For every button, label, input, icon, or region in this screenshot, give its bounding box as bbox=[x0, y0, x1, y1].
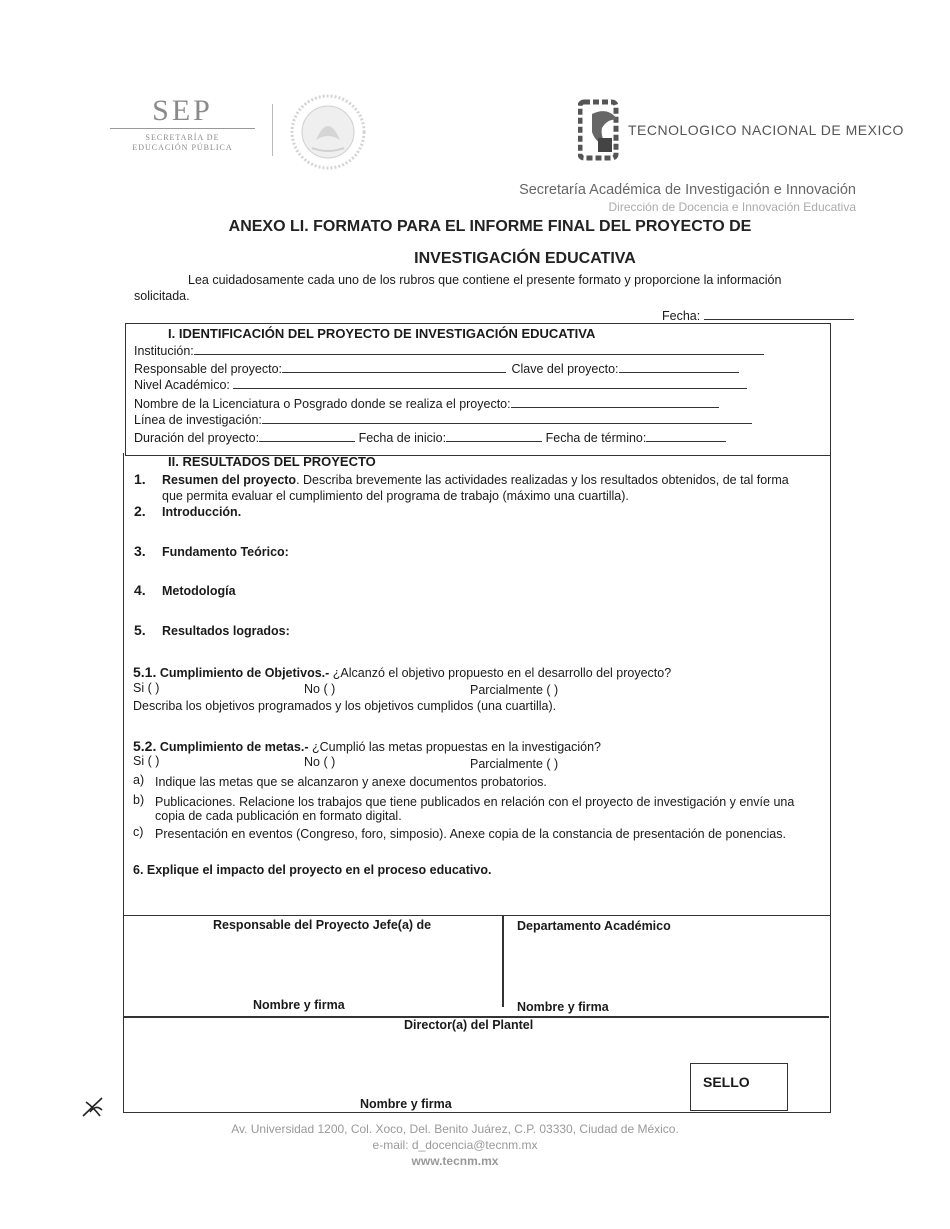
responsable-field[interactable] bbox=[134, 360, 739, 376]
s52-number: 5.2. bbox=[133, 738, 157, 754]
s52-heading bbox=[133, 738, 601, 754]
s51-title: Cumplimiento de Objetivos.- bbox=[159, 666, 330, 680]
s52-no[interactable]: No ( ) bbox=[304, 755, 336, 769]
sep-logo-line2: EDUCACIÓN PÚBLICA bbox=[132, 143, 233, 152]
s51-heading bbox=[133, 664, 671, 680]
s52-a-text: Indique las metas que se alcanzaron y anexe documentos probatorios. bbox=[155, 775, 547, 789]
s51-no[interactable]: No ( ) bbox=[304, 682, 336, 696]
s52-c-label: c) bbox=[133, 825, 144, 839]
s51-si[interactable]: Si ( ) bbox=[133, 681, 160, 695]
s52-title: Cumplimiento de metas.- bbox=[159, 740, 309, 754]
s52-parcial[interactable]: Parcialmente ( ) bbox=[470, 757, 559, 771]
institucion-blank[interactable] bbox=[194, 342, 764, 355]
item1-text: . Describa brevemente las actividades realizadas y los resultados obtenidos, de tal forma bbox=[296, 473, 789, 487]
licenciatura-blank[interactable] bbox=[511, 395, 719, 408]
sep-logo-line1: SECRETARÍA DE bbox=[145, 133, 220, 142]
item3-title: Fundamento Teórico: bbox=[162, 545, 289, 559]
director-label: Director(a) del Plantel bbox=[404, 1018, 534, 1032]
s52-a-label: a) bbox=[133, 773, 145, 787]
item4-title: Metodología bbox=[162, 584, 236, 598]
nivel-blank[interactable] bbox=[233, 376, 747, 389]
linea-blank[interactable] bbox=[262, 411, 752, 424]
document-title-line1: ANEXO LI. FORMATO PARA EL INFORME FINAL DEL PROYECTO DE bbox=[228, 218, 752, 235]
duracion-field[interactable] bbox=[134, 429, 726, 445]
s51-text: ¿Alcanzó el objetivo propuesto en el desarrollo del proyecto? bbox=[329, 666, 672, 680]
duracion-blank[interactable] bbox=[259, 429, 355, 442]
intro-text-line2: solicitada. bbox=[134, 289, 190, 303]
clave-blank[interactable] bbox=[619, 360, 739, 373]
section2-heading: II. RESULTADOS DEL PROYECTO bbox=[168, 454, 376, 469]
s52-text: ¿Cumplió las metas propuestas en la investigación? bbox=[308, 740, 601, 754]
linea-label: Línea de investigación: bbox=[134, 413, 262, 427]
s51-number: 5.1. bbox=[133, 664, 157, 680]
fecha-label: Fecha: bbox=[662, 309, 701, 323]
item4-number: 4. bbox=[134, 582, 146, 598]
footer-web[interactable]: www.tecnm.mx bbox=[411, 1154, 499, 1168]
responsable-label: Responsable del proyecto: bbox=[134, 362, 283, 376]
intro-text-line1: Lea cuidadosamente cada uno de los rubros que contiene el presente formato y proporcione la información bbox=[188, 273, 782, 287]
nombre-firma-right[interactable]: Nombre y firma bbox=[517, 1000, 609, 1014]
fecha-blank[interactable] bbox=[704, 307, 854, 320]
item2-title: Introducción. bbox=[162, 505, 242, 519]
s52-b-text: Publicaciones. Relacione los trabajos que tiene publicados en relación con el proyecto de investigación y envíe una bbox=[155, 795, 795, 809]
handwritten-mark-icon bbox=[80, 1094, 106, 1120]
s51-parcial[interactable]: Parcialmente ( ) bbox=[470, 683, 559, 697]
linea-field[interactable] bbox=[134, 411, 752, 427]
institucion-label: Institución: bbox=[134, 344, 194, 358]
nivel-field[interactable] bbox=[134, 376, 747, 392]
sep-logo bbox=[110, 96, 255, 166]
item1-line1 bbox=[162, 473, 789, 487]
item2-number: 2. bbox=[134, 503, 146, 519]
s52-b-text2: copia de cada publicación en formato digital. bbox=[155, 809, 402, 823]
sello-box[interactable] bbox=[690, 1063, 788, 1111]
secretaria-label: Secretaría Académica de Investigación e Innovación bbox=[519, 182, 856, 198]
s52-c-text: Presentación en eventos (Congreso, foro, simposio). Anexe copia de la constancia de presentación de ponencias. bbox=[155, 827, 786, 841]
termino-blank[interactable] bbox=[646, 429, 726, 442]
item3-number: 3. bbox=[134, 543, 146, 559]
nombre-firma-left[interactable]: Nombre y firma bbox=[253, 998, 345, 1012]
item5-title: Resultados logrados: bbox=[162, 624, 290, 638]
item1-title: Resumen del proyecto bbox=[162, 473, 297, 487]
termino-label: Fecha de término: bbox=[545, 431, 647, 445]
sep-logo-rule bbox=[110, 128, 255, 129]
s6-heading: 6. Explique el impacto del proyecto en el proceso educativo. bbox=[133, 863, 492, 877]
section1-heading: I. IDENTIFICACIÓN DEL PROYECTO DE INVESTIGACIÓN EDUCATIVA bbox=[168, 326, 596, 341]
tecnm-gear-logo bbox=[578, 98, 626, 162]
coat-of-arms-seal bbox=[288, 92, 368, 172]
signature-divider-vertical bbox=[502, 915, 504, 1007]
direccion-label: Dirección de Docencia e Innovación Educativa bbox=[608, 200, 856, 214]
sello-label: SELLO bbox=[703, 1074, 750, 1090]
licenciatura-label: Nombre de la Licenciatura o Posgrado donde se realiza el proyecto: bbox=[134, 397, 511, 411]
footer-email[interactable]: e-mail: d_docencia@tecnm.mx bbox=[372, 1138, 538, 1152]
s51-describe: Describa los objetivos programados y los objetivos cumplidos (una cuartilla). bbox=[133, 699, 557, 713]
responsable-blank[interactable] bbox=[282, 360, 506, 373]
clave-label: Clave del proyecto: bbox=[511, 362, 619, 376]
sep-logo-text: SEP bbox=[152, 94, 213, 127]
item1-number: 1. bbox=[134, 471, 146, 487]
item1-text2: que permita evaluar el cumplimiento del programa de trabajo (máximo una cuartilla). bbox=[162, 489, 629, 503]
licenciatura-field[interactable] bbox=[134, 395, 719, 411]
inicio-label: Fecha de inicio: bbox=[358, 431, 447, 445]
responsable-signature-label: Responsable del Proyecto Jefe(a) de bbox=[213, 918, 432, 932]
inicio-blank[interactable] bbox=[446, 429, 542, 442]
logo-divider bbox=[272, 104, 273, 156]
s52-b-label: b) bbox=[133, 793, 145, 807]
item5-number: 5. bbox=[134, 622, 146, 638]
footer-address: Av. Universidad 1200, Col. Xoco, Del. Benito Juárez, C.P. 03330, Ciudad de México. bbox=[231, 1122, 679, 1136]
document-title-line2: INVESTIGACIÓN EDUCATIVA bbox=[414, 250, 636, 267]
s52-si[interactable]: Si ( ) bbox=[133, 754, 160, 768]
institucion-field[interactable] bbox=[134, 342, 764, 358]
nivel-label: Nivel Académico: bbox=[134, 378, 230, 392]
tecnm-name: TECNOLOGICO NACIONAL DE MEXICO bbox=[628, 122, 904, 138]
fecha-field[interactable] bbox=[662, 307, 854, 323]
nombre-firma-director[interactable]: Nombre y firma bbox=[360, 1097, 452, 1111]
departamento-label: Departamento Académico bbox=[517, 919, 671, 933]
duracion-label: Duración del proyecto: bbox=[134, 431, 260, 445]
